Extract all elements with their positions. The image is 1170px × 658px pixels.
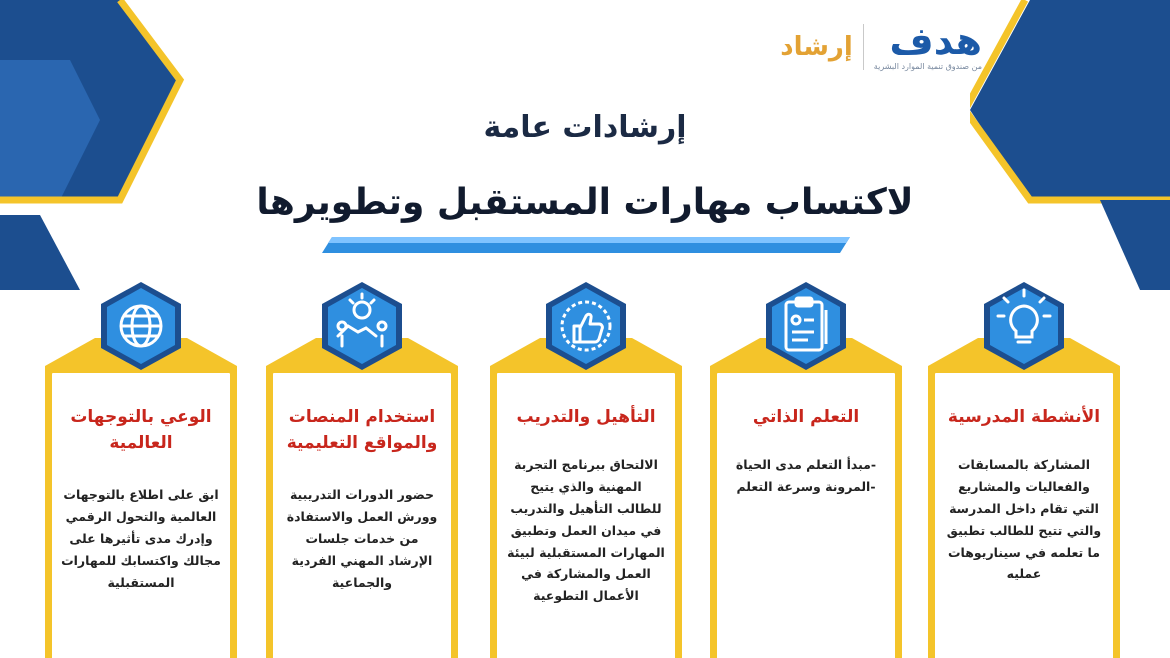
card-title: الوعي بالتوجهات العالمية [70, 407, 212, 454]
card-text: -مبدأ التعلم مدى الحياة -المرونة وسرعة التعلم [735, 457, 877, 494]
card-text: الالتحاق ببرنامج التجربة المهنية والذي يتيح للطالب التأهيل والتدريب في ميدان العمل وتطبيق المهارات المستقبلية لبيئة العمل والمشاركة في الأعمال التطوعية [507, 457, 665, 604]
card-title: التأهيل والتدريب [516, 407, 656, 427]
irshad-logo-text: إرشاد [780, 31, 853, 62]
globe-icon [95, 280, 187, 372]
info-card [490, 366, 682, 658]
thumbs-up-icon [540, 280, 632, 372]
top-right-decoration [970, 0, 1170, 290]
card-text: حضور الدورات التدريبية وورش العمل والاستفادة من خدمات جلسات الإرشاد المهني الفردية والجماعية [286, 487, 438, 590]
clipboard-icon [760, 280, 852, 372]
hadaf-logo-text: هدف [889, 19, 982, 63]
lightbulb-icon [978, 280, 1070, 372]
handshake-idea-icon [316, 280, 408, 372]
card-text: ابق على اطلاع بالتوجهات العالمية والتحول الرقمي وإدرك مدى تأثيرها على مجالك واكتسابك للمهارات المستقبلية [61, 487, 221, 590]
top-left-decoration [0, 0, 200, 290]
title-underline [322, 237, 850, 253]
card-text: المشاركة بالمسابقات والفعاليات والمشاريع التي تقام داخل المدرسة والتي تتيح للطالب تطبيق ما تعلمه في سيناريوهات عمليه [946, 457, 1102, 582]
info-card [710, 366, 902, 658]
logo-area [780, 19, 982, 71]
info-card [928, 366, 1120, 658]
card-title: التعلم الذاتي [752, 407, 860, 427]
info-card [266, 366, 458, 658]
hadaf-logo-subtitle: من صندوق تنمية الموارد البشرية [873, 62, 982, 71]
info-card [45, 366, 237, 658]
page-title: إرشادات عامة [483, 110, 687, 145]
logo-divider [863, 24, 864, 70]
hadaf-logo [873, 19, 982, 71]
page-subtitle: لاكتساب مهارات المستقبل وتطويرها [256, 182, 914, 223]
card-title: الأنشطة المدرسية [947, 407, 1101, 427]
card-title: استخدام المنصات والمواقع التعليمية [286, 407, 438, 454]
